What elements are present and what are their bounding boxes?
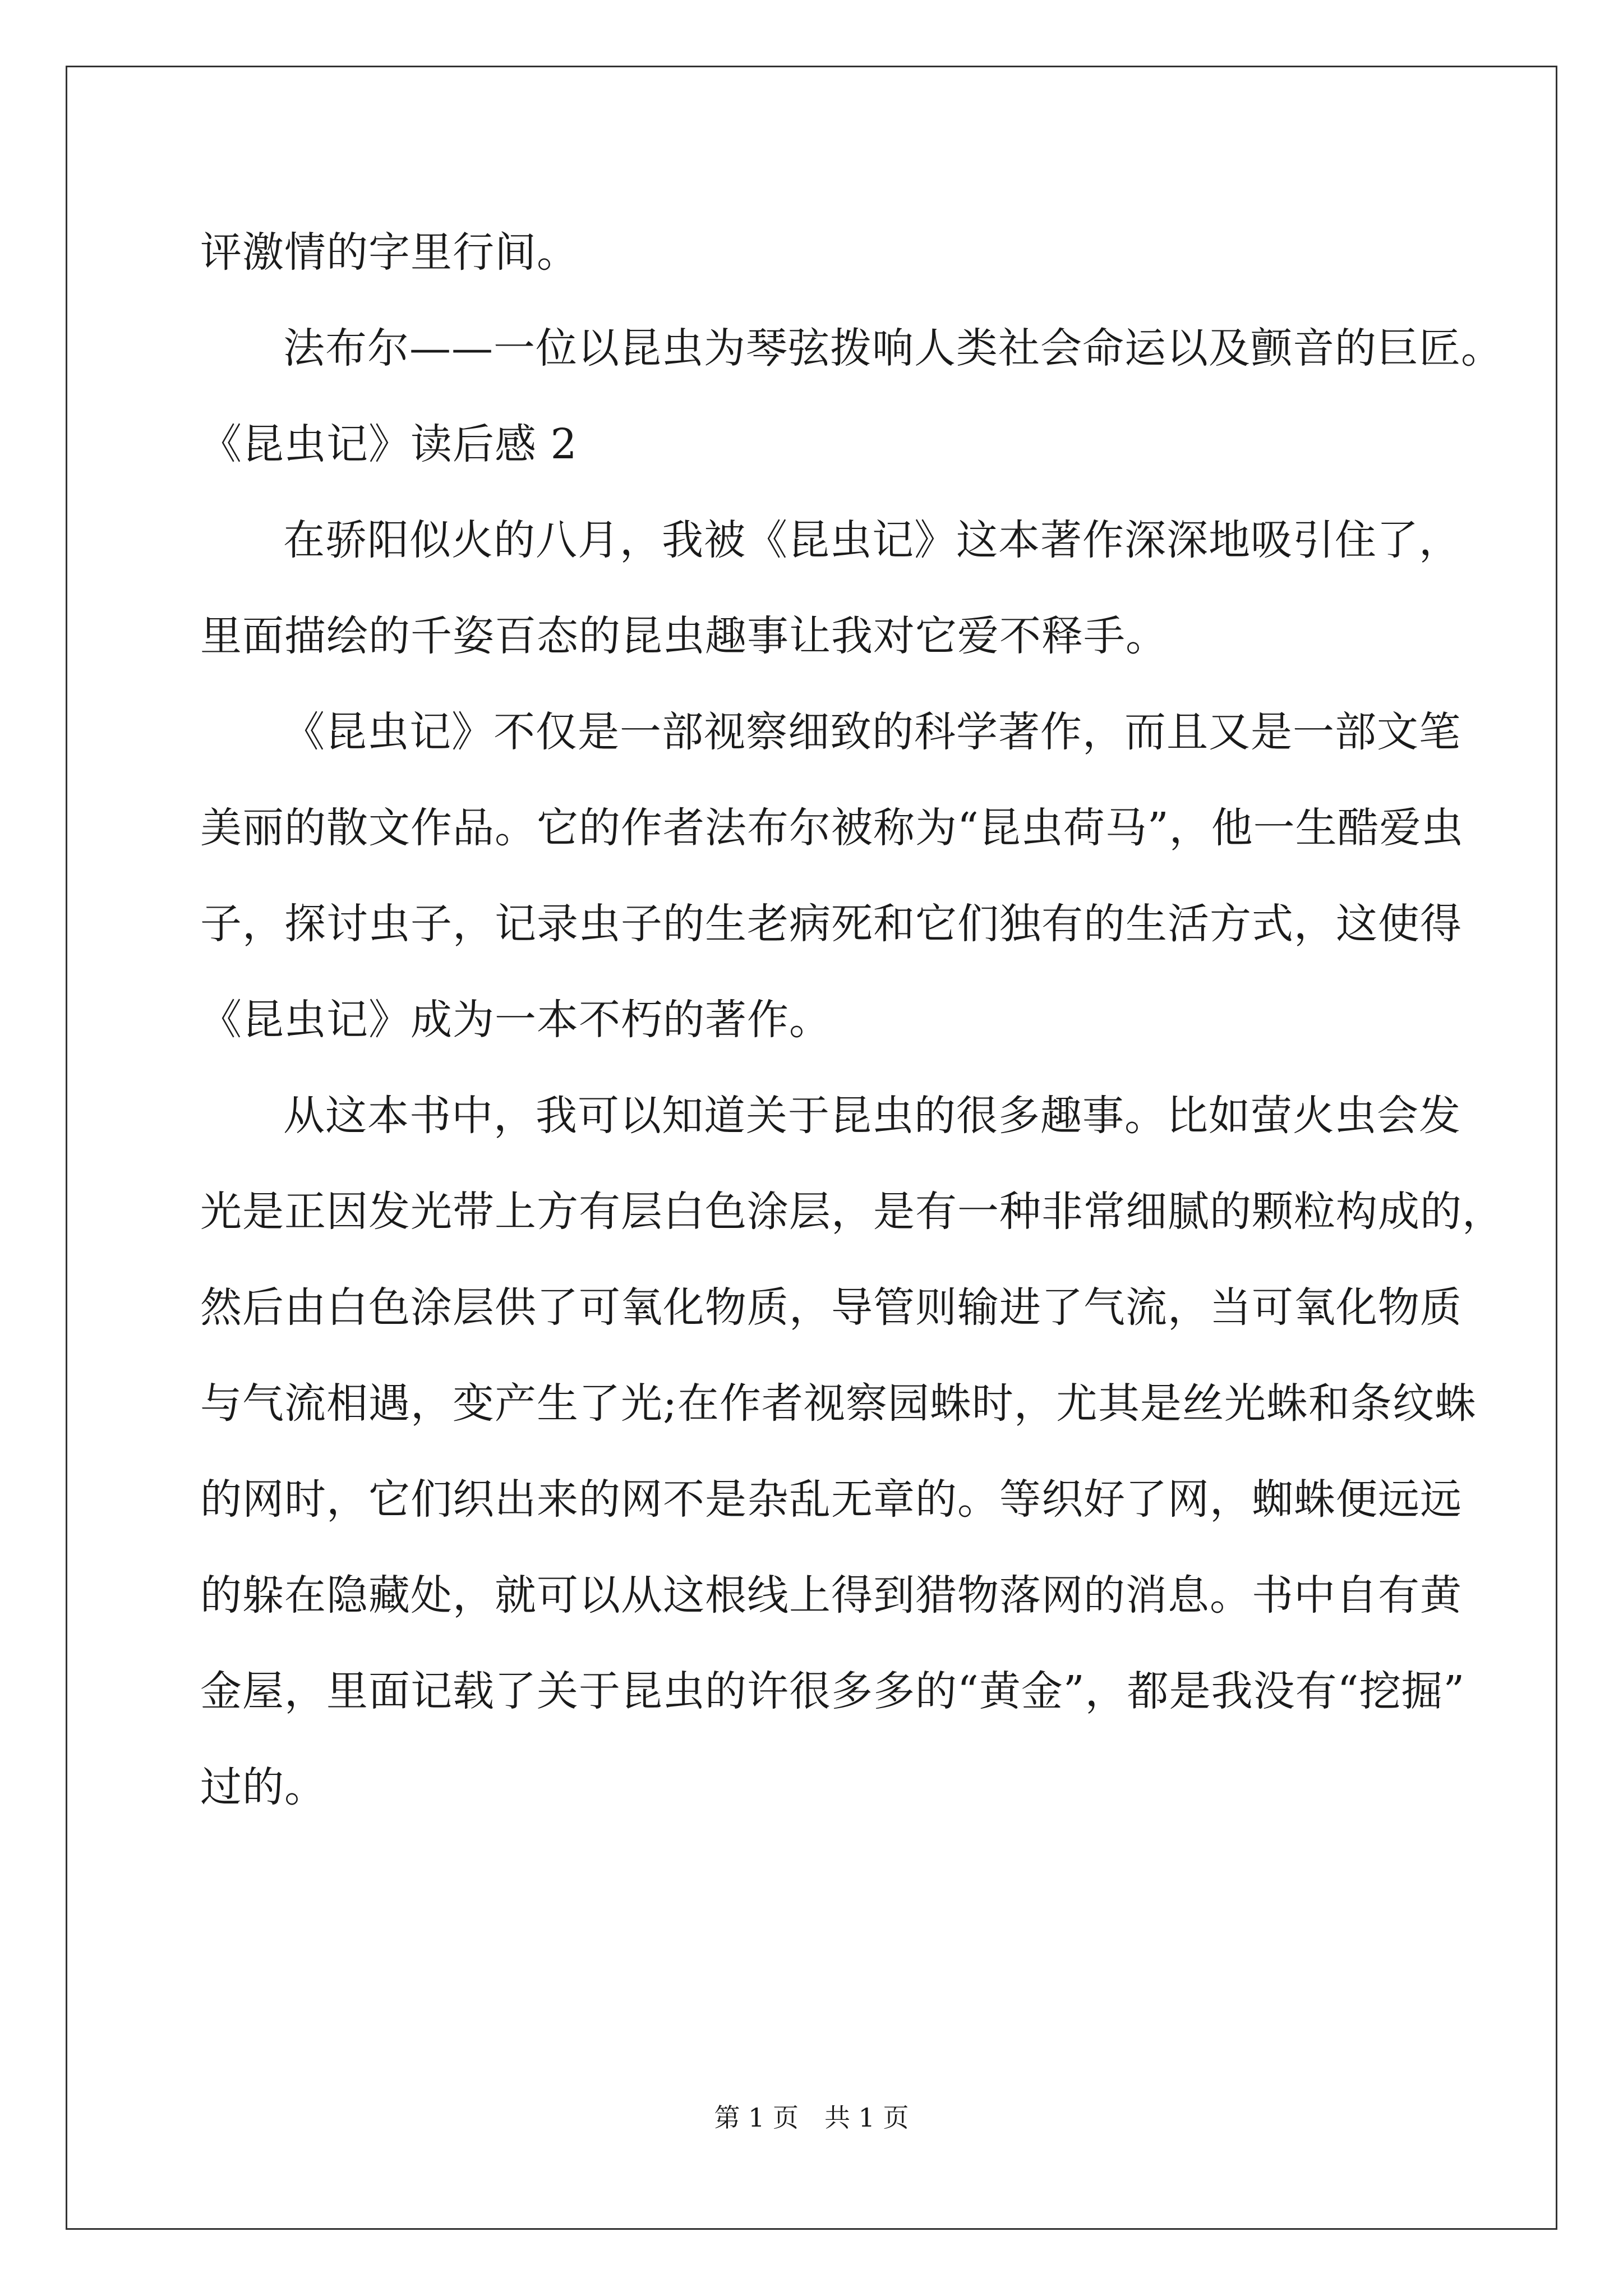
section-title: 《昆虫记》读后感 2 <box>200 420 578 468</box>
document-body <box>200 205 1504 1835</box>
text-line: 在骄阳似火的八月，我被《昆虫记》这本著作深深地吸引住了， <box>283 516 1461 564</box>
text-line: 《昆虫记》成为一本不朽的著作。 <box>200 996 831 1044</box>
text-line: 美丽的散文作品。它的作者法布尔被称为“昆虫荷马”，他一生酷爱虫 <box>200 804 1464 852</box>
text-line: 从这本书中，我可以知道关于昆虫的很多趣事。比如萤火虫会发 <box>283 1092 1461 1140</box>
text-line: 的网时，它们织出来的网不是杂乱无章的。等织好了网，蜘蛛便远远 <box>200 1475 1462 1524</box>
text-line: 的躲在隐藏处，就可以从这根线上得到猎物落网的消息。书中自有黄 <box>200 1571 1462 1619</box>
text-line: 然后由白色涂层供了可氧化物质，导管则输进了气流，当可氧化物质 <box>200 1283 1462 1332</box>
page-footer: 第 1 页 共 1 页 <box>714 2102 909 2133</box>
text-line: 法布尔——一位以昆虫为琴弦拨响人类社会命运以及颤音的巨匠。 <box>283 324 1503 372</box>
text-line: 与气流相遇，变产生了光;在作者视察园蛛时，尤其是丝光蛛和条纹蛛 <box>200 1379 1477 1428</box>
text-line: 光是正因发光带上方有层白色涂层，是有一种非常细腻的颗粒构成的， <box>200 1188 1504 1236</box>
text-line: 金屋，里面记载了关于昆虫的许很多多的“黄金”，都是我没有“挖掘” <box>200 1667 1465 1715</box>
text-line: 《昆虫记》不仅是一部视察细致的科学著作，而且又是一部文笔 <box>283 708 1461 756</box>
text-line: 子，探讨虫子，记录虫子的生老病死和它们独有的生活方式，这使得 <box>200 900 1462 948</box>
text-line: 评激情的字里行间。 <box>200 228 579 277</box>
text-line: 里面描绘的千姿百态的昆虫趣事让我对它爱不释手。 <box>200 612 1168 660</box>
text-line: 过的。 <box>200 1763 326 1811</box>
